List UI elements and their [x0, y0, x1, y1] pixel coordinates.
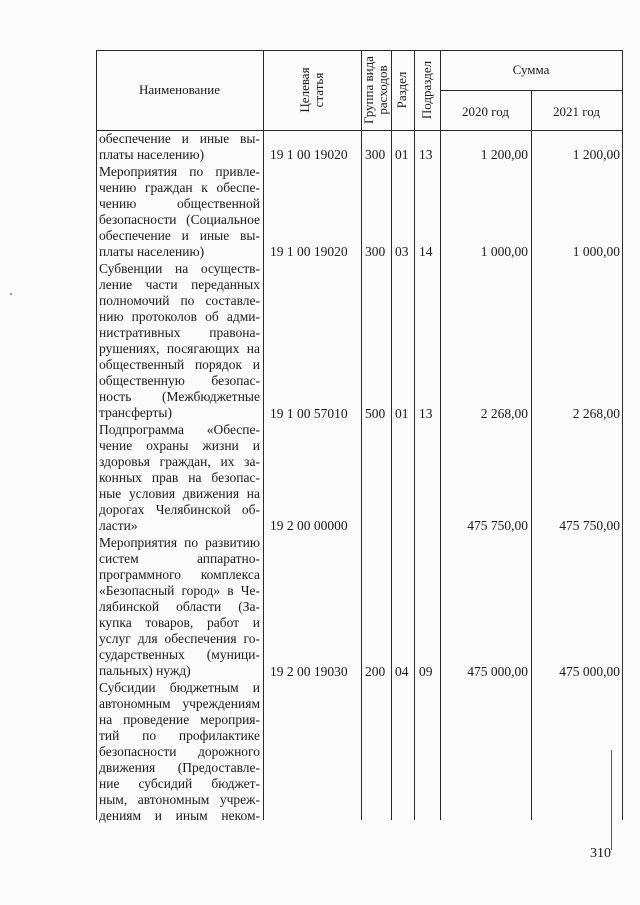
row-sum-2021: 475 000,00: [559, 664, 620, 679]
header-year-2020: 2020 год: [462, 104, 509, 119]
col-border-left: [96, 50, 97, 820]
row-name-line: общественный порядок и: [99, 357, 260, 372]
row-name-line: Мероприятия по привле-: [99, 164, 260, 179]
row-sum-2020: 475 750,00: [467, 518, 528, 533]
row-section: 01: [395, 406, 409, 421]
row-name-line: программного комплекса: [99, 567, 260, 582]
row-name-line: платы населению): [99, 147, 205, 162]
row-subsection: 13: [419, 406, 433, 421]
row-name-line: тий по профилактике: [99, 728, 260, 743]
row-name-line: движения (Предоставле-: [99, 760, 260, 775]
row-name-line: ние субсидий бюджет-: [99, 776, 260, 791]
header-year-2021: 2021 год: [553, 104, 600, 119]
header-name: Наименование: [139, 82, 220, 97]
row-name-line: ным, автономным учреж-: [99, 792, 260, 807]
row-name-line: нистративных правона-: [99, 325, 260, 340]
row-sum-2021: 1 000,00: [572, 244, 620, 259]
row-target-code: 19 2 00 19030: [270, 664, 348, 679]
col-border-subsection: [440, 50, 441, 820]
row-name-line: безопасности (Социальное: [99, 212, 260, 227]
row-target-code: 19 1 00 57010: [270, 406, 348, 421]
col-border-right: [622, 50, 623, 820]
row-name-line: нию протоколов об адми-: [99, 309, 260, 324]
row-name-line: дорогах Челябинской об-: [99, 502, 260, 517]
scan-margin-line: [611, 750, 612, 850]
row-subsection: 09: [419, 664, 433, 679]
row-name-line: конных прав на безопас-: [99, 470, 260, 485]
row-section: 01: [395, 147, 409, 162]
row-name-line: Субсидии бюджетным и: [99, 680, 260, 695]
row-section: 03: [395, 244, 409, 259]
row-name-line: Мероприятия по развитию: [99, 535, 260, 550]
header-sum: Сумма: [512, 62, 550, 77]
row-name-line: трансферты): [99, 405, 172, 420]
row-name-line: чение охраны жизни и: [99, 438, 260, 453]
row-name-line: сударственных (муници-: [99, 647, 260, 662]
row-name-line: пальных) нужд): [99, 663, 191, 678]
row-name-line: купка товаров, работ и: [99, 615, 260, 630]
row-name-line: автономным учреждениям: [99, 696, 260, 711]
row-expense-group: 300: [365, 147, 386, 162]
row-name-line: здоровья граждан, их за-: [99, 454, 260, 469]
row-target-code: 19 2 00 00000: [270, 518, 348, 533]
row-name-line: платы населению): [99, 244, 205, 259]
row-name-line: Субвенции на осуществ-: [99, 261, 260, 276]
row-sum-2020: 475 000,00: [467, 664, 528, 679]
row-sum-2020: 1 200,00: [480, 147, 528, 162]
header-section: Раздел: [394, 71, 409, 109]
row-name-line: «Безопасный город» в Че-: [99, 583, 260, 598]
header-target-article: Целевая статья: [297, 67, 326, 113]
row-name-line: безопасности дорожного: [99, 744, 260, 759]
row-name-line: обеспечение и иные вы-: [99, 131, 260, 146]
row-name-line: дениям и иным неком-: [99, 808, 260, 823]
row-sum-2021: 2 268,00: [572, 406, 620, 421]
row-sum-2021: 475 750,00: [559, 518, 620, 533]
row-name-line: ные условия движения на: [99, 486, 260, 501]
header-expense-group: Группа вида расходов: [361, 56, 390, 124]
col-border-group: [391, 50, 392, 820]
row-name-line: ление части переданных: [99, 277, 260, 292]
row-expense-group: 500: [365, 406, 386, 421]
row-name-line: Подпрограмма «Обеспе-: [99, 422, 260, 437]
row-name-line: полномочий по составле-: [99, 293, 260, 308]
row-name-line: систем аппаратно-: [99, 551, 260, 566]
row-name-line: общественную безопас-: [99, 373, 260, 388]
row-sum-2020: 2 268,00: [480, 406, 528, 421]
page-number: 310: [590, 846, 611, 861]
col-border-section: [414, 50, 415, 820]
row-expense-group: 300: [365, 244, 386, 259]
row-name-line: на проведение мероприя-: [99, 712, 260, 727]
row-target-code: 19 1 00 19020: [270, 244, 348, 259]
row-name-line: лябинской области (За-: [99, 599, 260, 614]
col-border-name: [263, 50, 264, 820]
row-sum-2020: 1 000,00: [480, 244, 528, 259]
row-name-line: обеспечение и иные вы-: [99, 228, 260, 243]
row-expense-group: 200: [365, 664, 386, 679]
row-subsection: 13: [419, 147, 433, 162]
header-subsection: Подраздел: [419, 60, 434, 120]
row-name-line: услуг для обеспечения го-: [99, 631, 260, 646]
row-sum-2021: 1 200,00: [572, 147, 620, 162]
col-border-year: [531, 90, 532, 820]
row-target-code: 19 1 00 19020: [270, 147, 348, 162]
table-top-border: [96, 50, 623, 51]
row-subsection: 14: [419, 244, 433, 259]
row-name-line: ность (Межбюджетные: [99, 389, 260, 404]
row-section: 04: [395, 664, 409, 679]
row-name-line: чению граждан к обеспе-: [99, 180, 260, 195]
scan-speck: [10, 293, 12, 295]
col-border-code: [361, 50, 362, 820]
row-name-line: чению общественной: [99, 196, 260, 211]
row-name-line: ласти»: [99, 518, 138, 533]
row-name-line: рушениях, посягающих на: [99, 341, 260, 356]
